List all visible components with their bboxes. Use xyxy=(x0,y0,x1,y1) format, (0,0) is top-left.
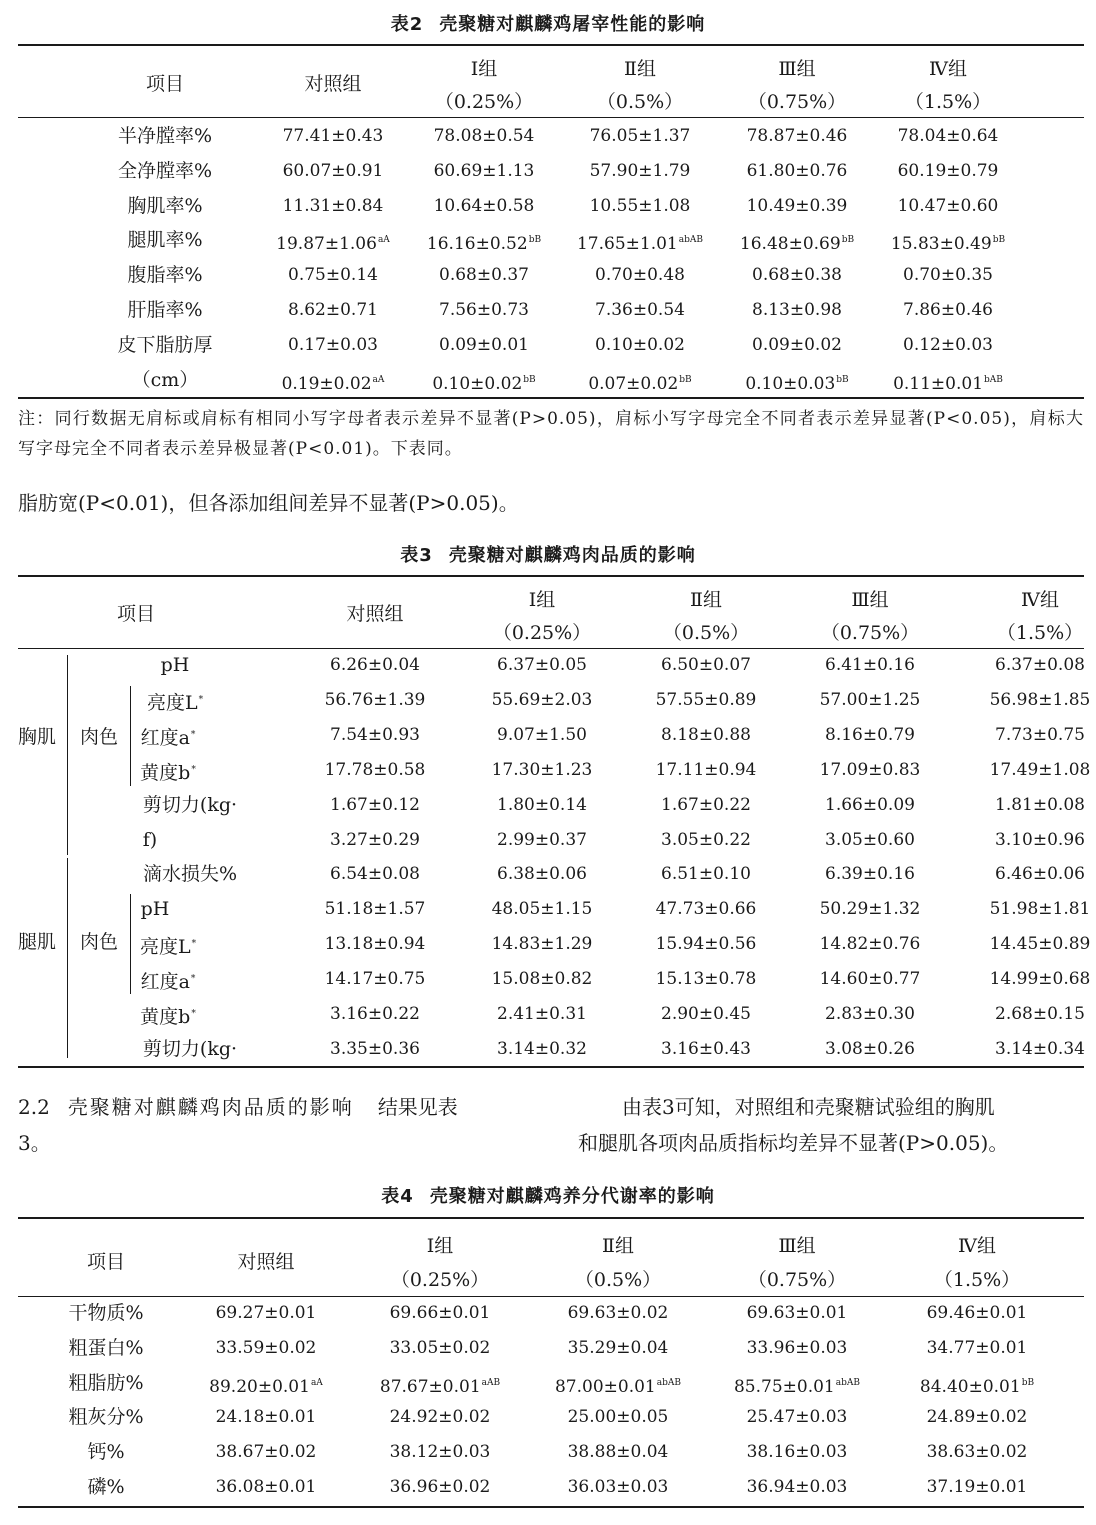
table2-note: 注：同行数据无肩标或肩标有相同小写字母者表示差异不显著(P>0.05)，肩标小写字母完全不同者表示差异显著(P<0.05)，肩标大写字母完全不同者表示差异极显著(P<0.01)。下表同。 xyxy=(18,409,1084,459)
table3-row-label-text: 剪切力(kg· xyxy=(142,1037,238,1060)
table2-cell-value: 10.55±1.08 xyxy=(589,195,691,216)
table2-cell-value: 16.48±0.69 xyxy=(739,234,841,255)
table2-top-rule xyxy=(18,44,1084,46)
table3-row-label-superscript: * xyxy=(190,974,196,985)
table3-cell: 1.66±0.09 xyxy=(825,794,915,815)
table3-cell: 51.98±1.81 xyxy=(989,899,1091,920)
section-left-text-cont: 3。 xyxy=(18,1131,51,1155)
table3-cell: 3.14±0.34 xyxy=(995,1038,1085,1059)
table2-cell-superscript: bB xyxy=(836,374,849,385)
table4-cell-value: 36.08±0.01 xyxy=(215,1477,317,1497)
table4-cell-value: 25.00±0.05 xyxy=(567,1407,669,1428)
table4-caption-title: 壳聚糖对麒麟鸡养分代谢率的影响 xyxy=(429,1186,715,1207)
table3-row-label xyxy=(98,758,238,785)
table3-cell: 14.82±0.76 xyxy=(819,934,921,955)
table4-cell-superscript: aAB xyxy=(481,1377,501,1388)
table2-cell-value: 0.68±0.38 xyxy=(752,265,842,286)
table2-cell xyxy=(853,228,1043,256)
table4-cell-value: 38.67±0.02 xyxy=(215,1442,317,1463)
table4-cell xyxy=(345,1336,535,1360)
table2-cell-value: 0.12±0.03 xyxy=(903,334,993,355)
table3-cell: 2.41±0.31 xyxy=(497,1004,587,1024)
table2-cell-value: 11.31±0.84 xyxy=(282,195,384,216)
table3-cell: 15.08±0.82 xyxy=(491,969,593,990)
table2-cell-value: 0.09±0.02 xyxy=(752,334,842,355)
table2-cell-value: 76.05±1.37 xyxy=(589,126,691,146)
table2-cell-superscript: bB xyxy=(528,235,542,246)
table3-bracket-line xyxy=(67,858,68,1058)
table2-row-label: 全净膛率% xyxy=(117,159,213,182)
table4-cell xyxy=(523,1371,713,1399)
table4-cell-value: 33.59±0.02 xyxy=(215,1337,317,1358)
table2-cell-value: 15.83±0.49 xyxy=(890,234,992,255)
table4-cell xyxy=(171,1371,361,1399)
table2-cell-value: 78.04±0.64 xyxy=(897,126,999,146)
table3-header-2-dose: （0.25%） xyxy=(492,622,592,644)
table3-row-label-text: 亮度L xyxy=(146,691,198,714)
table2-header-3-dose: （0.5%） xyxy=(596,91,684,113)
table4-top-rule xyxy=(18,1217,1084,1219)
table3-top-rule xyxy=(18,575,1084,577)
table3-row-label xyxy=(105,688,245,715)
table4-cell-value: 24.89±0.02 xyxy=(926,1407,1028,1428)
table4-cell xyxy=(523,1440,713,1464)
table4-cell xyxy=(882,1336,1072,1360)
table4-cell xyxy=(702,1440,892,1464)
table3-caption-number: 表3 xyxy=(400,545,433,566)
table4-cell xyxy=(523,1336,713,1360)
table3-cell: 14.83±1.29 xyxy=(491,934,593,955)
table3-cell: 2.90±0.45 xyxy=(661,1004,751,1024)
table3-row-label-text: f) xyxy=(142,828,158,851)
table3-row-label-text: 滴水损失% xyxy=(142,863,238,886)
table3-cell: 1.67±0.22 xyxy=(661,794,751,815)
table4-cell-value: 87.67±0.01 xyxy=(379,1376,481,1397)
table2-header-0: 项目 xyxy=(145,73,184,95)
table3-header-4-dose: （0.75%） xyxy=(820,622,920,644)
table2-row-label: 胸肌率% xyxy=(127,194,203,217)
table2-cell-value: 7.36±0.54 xyxy=(595,300,685,320)
table2-cell-superscript: abAB xyxy=(678,235,703,246)
table3-bottom-rule xyxy=(18,1066,1084,1068)
table2-cell-value: 7.86±0.46 xyxy=(903,300,993,320)
table3-cell: 14.17±0.75 xyxy=(324,969,426,990)
table4-cell-value: 33.05±0.02 xyxy=(389,1337,491,1358)
table3-cell: 7.54±0.93 xyxy=(330,724,420,745)
section-heading xyxy=(18,1092,458,1122)
table3-header-3-dose: （0.5%） xyxy=(662,622,750,644)
table3-cell: 6.38±0.06 xyxy=(497,864,587,885)
table4-cell-value: 69.46±0.01 xyxy=(926,1303,1028,1323)
table3-cell: 51.18±1.57 xyxy=(324,899,426,920)
section-right-text-2: 和腿肌各项肉品质指标均差异不显著(P>0.05)。 xyxy=(578,1131,1009,1155)
table2-cell-value: 10.64±0.58 xyxy=(433,195,535,216)
table4-header-2-dose: （0.25%） xyxy=(390,1269,490,1291)
table3-cell: 17.30±1.23 xyxy=(491,759,593,780)
table4-cell-value: 38.12±0.03 xyxy=(389,1442,491,1463)
table3-cell: 17.11±0.94 xyxy=(655,759,757,780)
table2-header-2-dose: （0.25%） xyxy=(434,91,534,113)
table2-cell xyxy=(853,368,1043,396)
table3-cell: 3.10±0.96 xyxy=(995,829,1085,850)
table4-cell xyxy=(702,1371,892,1399)
table3-header-1: 对照组 xyxy=(346,603,404,625)
table3-cell: 1.67±0.12 xyxy=(330,794,420,815)
table4-cell-value: 69.63±0.01 xyxy=(746,1303,848,1323)
table2-cell-value: 7.56±0.73 xyxy=(439,300,529,320)
table4-header-3-dose: （0.5%） xyxy=(574,1269,662,1291)
table3-cell: 13.18±0.94 xyxy=(324,934,426,955)
table3-subgroup-label: 肉色 xyxy=(79,931,118,953)
table2-cell-value: 0.70±0.48 xyxy=(595,265,685,286)
table2-header-4-dose: （0.75%） xyxy=(747,91,847,113)
table3-cell: 17.78±0.58 xyxy=(324,759,426,780)
table4-cell xyxy=(882,1405,1072,1429)
table2-cell-value: 8.13±0.98 xyxy=(752,300,842,320)
table2-cell-value: 78.08±0.54 xyxy=(433,126,535,146)
table4-cell xyxy=(171,1336,361,1360)
table2-cell-value: 0.75±0.14 xyxy=(288,265,378,286)
table3-cell: 56.98±1.85 xyxy=(989,689,1091,710)
table3-cell: 14.99±0.68 xyxy=(989,969,1091,990)
table3-cell: 8.16±0.79 xyxy=(825,724,915,745)
table2-cell-value: 61.80±0.76 xyxy=(746,160,848,181)
table4-cell xyxy=(882,1475,1072,1499)
table4-cell xyxy=(882,1440,1072,1464)
table3-group-label: 胸肌 xyxy=(17,726,56,748)
table4-row-label: 粗脂肪% xyxy=(68,1371,144,1394)
table2-cell-value: 17.65±1.01 xyxy=(576,234,678,255)
table3-row-label-text: 红度a xyxy=(140,726,190,749)
table3-row-label xyxy=(120,862,260,886)
table4-cell-value: 85.75±0.01 xyxy=(733,1376,835,1397)
table4-row-label: 钙% xyxy=(87,1441,125,1464)
table4-cell-superscript: abAB xyxy=(835,1377,860,1388)
table4-cell-value: 38.88±0.04 xyxy=(567,1442,669,1463)
table3-cell: 6.37±0.05 xyxy=(497,655,587,675)
table4-cell xyxy=(702,1336,892,1360)
table2-row-label: 半净膛率% xyxy=(117,125,213,147)
table2-cell-value: 8.62±0.71 xyxy=(288,300,378,320)
table2-cell-value: 10.49±0.39 xyxy=(746,195,848,216)
table3-cell: 48.05±1.15 xyxy=(491,899,593,920)
table3-cell: 6.46±0.06 xyxy=(995,864,1085,885)
table2-cell-value: 78.87±0.46 xyxy=(746,126,848,146)
table3-cell: 15.13±0.78 xyxy=(655,969,757,990)
table3-header-2: Ⅰ组 xyxy=(528,589,556,611)
table3-bracket-line xyxy=(67,655,68,855)
table3-cell: 3.35±0.36 xyxy=(330,1038,420,1059)
table2-cell-value: 0.09±0.01 xyxy=(439,334,529,355)
table3-subgroup-label: 肉色 xyxy=(79,726,118,748)
table4-cell-value: 36.96±0.02 xyxy=(389,1477,491,1497)
table3-cell: 2.68±0.15 xyxy=(995,1004,1085,1024)
table4-cell xyxy=(523,1301,713,1325)
table2-header-1: 对照组 xyxy=(304,73,362,95)
table4-header-1: 对照组 xyxy=(237,1251,295,1273)
table2-row-label: （cm） xyxy=(131,368,199,391)
table2-cell xyxy=(853,263,1043,287)
paragraph-fat-width: 脂肪宽(P<0.01)，但各添加组间差异不显著(P>0.05)。 xyxy=(18,491,519,515)
table3-row-label xyxy=(98,967,238,994)
table3-row-label xyxy=(105,653,245,677)
table2-cell-value: 0.11±0.01 xyxy=(893,373,984,394)
table2-cell-value: 0.70±0.35 xyxy=(903,265,993,286)
table2-cell xyxy=(853,194,1043,218)
table4-caption xyxy=(0,1182,1096,1208)
table3-row-label-text: pH xyxy=(140,898,170,921)
table2-cell-value: 0.68±0.37 xyxy=(439,265,529,286)
table3-row-label-text: 红度a xyxy=(140,971,190,994)
table2-cell-value: 16.16±0.52 xyxy=(426,234,528,255)
table3-row-label-text: pH xyxy=(160,654,190,676)
table3-row-label-text: 黄度b xyxy=(140,1006,191,1028)
table4-cell xyxy=(345,1475,535,1499)
table3-cell: 3.05±0.60 xyxy=(825,829,915,850)
table4-cell xyxy=(345,1301,535,1325)
table3-cell: 3.16±0.22 xyxy=(330,1004,420,1024)
table4-header-4: Ⅲ组 xyxy=(778,1235,816,1257)
table4-cell-superscript: abAB xyxy=(656,1377,681,1388)
table2-cell-value: 0.10±0.02 xyxy=(595,334,685,355)
table4-cell-value: 69.66±0.01 xyxy=(389,1303,491,1323)
table4-row-label: 干物质% xyxy=(68,1302,144,1324)
table4-cell xyxy=(345,1440,535,1464)
table2-caption xyxy=(0,10,1096,36)
table3-cell: 1.81±0.08 xyxy=(995,794,1085,815)
table4-row-label: 粗灰分% xyxy=(68,1406,144,1429)
table4-cell-value: 33.96±0.03 xyxy=(746,1337,848,1358)
table3-cell: 6.37±0.08 xyxy=(995,655,1085,675)
table2-row-label: 腹脂率% xyxy=(127,264,203,287)
table3-group-label: 腿肌 xyxy=(17,931,56,953)
table4-cell-value: 37.19±0.01 xyxy=(926,1477,1028,1497)
table3-row-label-superscript: * xyxy=(191,1009,196,1019)
table3-cell: 1.80±0.14 xyxy=(497,794,587,815)
table2-cell-value: 60.07±0.91 xyxy=(282,160,384,181)
table2-header-3: Ⅱ组 xyxy=(624,58,656,80)
table2-cell-value: 0.07±0.02 xyxy=(588,373,679,394)
section-right-text-1: 由表3可知，对照组和壳聚糖试验组的胸肌 xyxy=(622,1095,995,1119)
table3-cell: 3.08±0.26 xyxy=(825,1038,915,1059)
table4-caption-number: 表4 xyxy=(381,1186,414,1207)
table3-cell: 6.41±0.16 xyxy=(825,655,915,675)
table3-cell: 3.27±0.29 xyxy=(330,829,420,850)
table4-cell-value: 25.47±0.03 xyxy=(746,1407,848,1428)
table4-cell xyxy=(345,1405,535,1429)
table3-row-label-text: 黄度b xyxy=(140,761,191,784)
section-title: 壳聚糖对麒麟鸡肉品质的影响 xyxy=(67,1095,354,1119)
table2-cell-superscript: bB xyxy=(841,235,855,246)
table2-cell xyxy=(853,124,1043,148)
table2-cell-superscript: bAB xyxy=(984,374,1003,385)
table3-row-label-superscript: * xyxy=(198,694,204,705)
table3-cell: 6.54±0.08 xyxy=(330,864,420,885)
section-number: 2.2 xyxy=(18,1095,50,1119)
table3-cell: 15.94±0.56 xyxy=(655,934,757,955)
table4-row-label: 粗蛋白% xyxy=(68,1336,144,1359)
table2-cell-value: 10.47±0.60 xyxy=(897,195,999,216)
table4-row-label: 磷% xyxy=(87,1476,125,1498)
table2-header-rule xyxy=(18,117,1084,118)
table3-row-label-superscript: * xyxy=(190,729,196,740)
table3-row-label-superscript: * xyxy=(191,764,196,775)
table4-cell-value: 36.03±0.03 xyxy=(567,1477,669,1497)
table4-header-4-dose: （0.75%） xyxy=(747,1269,847,1291)
table4-cell-value: 36.94±0.03 xyxy=(746,1477,848,1497)
table2-cell-value: 57.90±1.79 xyxy=(589,160,691,181)
table4-cell-superscript: aA xyxy=(310,1377,323,1388)
table4-cell-value: 38.16±0.03 xyxy=(746,1442,848,1463)
table3-cell: 2.99±0.37 xyxy=(497,829,587,850)
table2-cell-superscript: bB xyxy=(679,374,692,385)
table4-header-rule xyxy=(18,1296,1084,1297)
table4-header-0: 项目 xyxy=(86,1251,125,1273)
table4-cell-value: 89.20±0.01 xyxy=(209,1376,310,1397)
table2-cell-superscript: aA xyxy=(372,374,385,385)
table3-cell: 47.73±0.66 xyxy=(655,899,757,920)
table2-cell-value: 0.10±0.03 xyxy=(745,373,836,394)
table3-header-0: 项目 xyxy=(116,603,155,625)
table4-header-5: Ⅳ组 xyxy=(958,1235,996,1257)
table4-cell xyxy=(882,1301,1072,1325)
table3-row-label xyxy=(80,828,220,852)
table4-header-3: Ⅱ组 xyxy=(602,1235,634,1257)
table4-cell xyxy=(702,1405,892,1429)
table2-header-5: Ⅳ组 xyxy=(929,58,967,80)
table4-cell-value: 35.29±0.04 xyxy=(567,1337,669,1358)
table3-cell: 6.51±0.10 xyxy=(661,864,751,885)
table3-cell: 50.29±1.32 xyxy=(819,899,921,920)
table4-cell-superscript: bB xyxy=(1021,1377,1035,1388)
table4-cell-value: 69.27±0.01 xyxy=(215,1303,317,1323)
section-left-text: 结果见表 xyxy=(377,1095,458,1119)
table2-cell-superscript: aA xyxy=(377,235,390,246)
table3-cell: 14.45±0.89 xyxy=(989,934,1091,955)
table2-cell-superscript: bB xyxy=(523,374,536,385)
table3-cell: 8.18±0.88 xyxy=(661,724,751,745)
table3-row-label xyxy=(120,1037,260,1061)
table2-cell-superscript: bB xyxy=(992,235,1006,246)
table3-cell: 56.76±1.39 xyxy=(324,689,426,710)
table2-caption-title: 壳聚糖对麒麟鸡屠宰性能的影响 xyxy=(439,14,706,35)
table2-cell xyxy=(853,333,1043,357)
table3-caption xyxy=(0,541,1096,567)
table4-cell-value: 87.00±0.01 xyxy=(554,1376,656,1397)
table3-cell: 57.00±1.25 xyxy=(819,689,921,710)
table3-header-3: Ⅱ组 xyxy=(690,589,722,611)
table4-header-2: Ⅰ组 xyxy=(426,1235,454,1257)
table4-cell xyxy=(523,1475,713,1499)
table2-cell-value: 60.19±0.79 xyxy=(897,160,999,181)
table3-caption-title: 壳聚糖对麒麟鸡肉品质的影响 xyxy=(448,545,696,566)
table2-cell-value: 77.41±0.43 xyxy=(282,126,384,146)
table3-cell: 3.16±0.43 xyxy=(661,1038,751,1059)
table3-bracket-line xyxy=(130,894,131,994)
table2-cell-value: 60.69±1.13 xyxy=(433,160,535,181)
table3-header-5: Ⅳ组 xyxy=(1021,589,1059,611)
table3-row-label xyxy=(120,793,260,817)
table3-row-label-superscript: * xyxy=(191,939,197,950)
table3-header-4: Ⅲ组 xyxy=(851,589,889,611)
table4-cell xyxy=(523,1405,713,1429)
table3-cell: 6.39±0.16 xyxy=(825,864,915,885)
table3-row-label xyxy=(85,897,225,921)
table4-cell xyxy=(702,1475,892,1499)
table2-header-2: Ⅰ组 xyxy=(470,58,498,80)
table3-cell: 17.09±0.83 xyxy=(819,759,921,780)
table3-cell: 2.83±0.30 xyxy=(825,1004,915,1024)
table3-row-label xyxy=(98,1002,238,1029)
table4-cell xyxy=(171,1440,361,1464)
table3-cell: 6.26±0.04 xyxy=(330,655,420,675)
table4-cell-value: 84.40±0.01 xyxy=(919,1376,1021,1397)
table3-header-5-dose: （1.5%） xyxy=(996,622,1084,644)
table4-cell-value: 38.63±0.02 xyxy=(926,1442,1028,1463)
table2-caption-number: 表2 xyxy=(390,14,424,35)
table2-row-label: 肝脂率% xyxy=(127,299,203,321)
table4-cell xyxy=(171,1301,361,1325)
table2-bottom-rule xyxy=(18,397,1084,399)
table2-cell xyxy=(853,298,1043,322)
table3-row-label-text: 剪切力(kg· xyxy=(142,793,238,816)
table4-cell-value: 34.77±0.01 xyxy=(926,1337,1028,1358)
table4-bottom-rule xyxy=(18,1506,1084,1508)
table3-cell: 17.49±1.08 xyxy=(989,759,1091,780)
table3-cell: 14.60±0.77 xyxy=(819,969,921,990)
table3-cell: 57.55±0.89 xyxy=(655,689,757,710)
table3-row-label-text: 亮度L xyxy=(139,936,191,959)
table2-cell xyxy=(853,159,1043,183)
table3-cell: 55.69±2.03 xyxy=(491,689,593,710)
table2-cell-value: 0.10±0.02 xyxy=(432,373,523,394)
table2-cell-value: 19.87±1.06 xyxy=(276,234,377,255)
table4-cell-value: 24.18±0.01 xyxy=(215,1407,317,1428)
table3-header-rule xyxy=(18,648,1084,649)
table2-cell-value: 0.19±0.02 xyxy=(281,373,372,394)
table4-cell xyxy=(882,1371,1072,1399)
table2-header-4: Ⅲ组 xyxy=(778,58,816,80)
table3-cell: 3.05±0.22 xyxy=(661,829,751,850)
table2-row-label: 皮下脂肪厚 xyxy=(117,333,213,356)
table3-cell: 6.50±0.07 xyxy=(661,655,751,675)
table4-cell-value: 24.92±0.02 xyxy=(389,1407,491,1428)
table4-header-5-dose: （1.5%） xyxy=(933,1269,1021,1291)
table3-bracket-line xyxy=(130,686,131,786)
table4-cell xyxy=(171,1405,361,1429)
table4-cell xyxy=(171,1475,361,1499)
table3-cell: 3.14±0.32 xyxy=(497,1038,587,1059)
table4-cell-value: 69.63±0.02 xyxy=(567,1303,669,1323)
table4-cell xyxy=(702,1301,892,1325)
table3-cell: 9.07±1.50 xyxy=(497,724,587,745)
table2-cell-value: 0.17±0.03 xyxy=(288,334,378,355)
table2-header-5-dose: （1.5%） xyxy=(904,91,992,113)
table2-row-label: 腿肌率% xyxy=(127,229,203,252)
table3-cell: 7.73±0.75 xyxy=(995,724,1085,745)
table4-cell xyxy=(345,1371,535,1399)
